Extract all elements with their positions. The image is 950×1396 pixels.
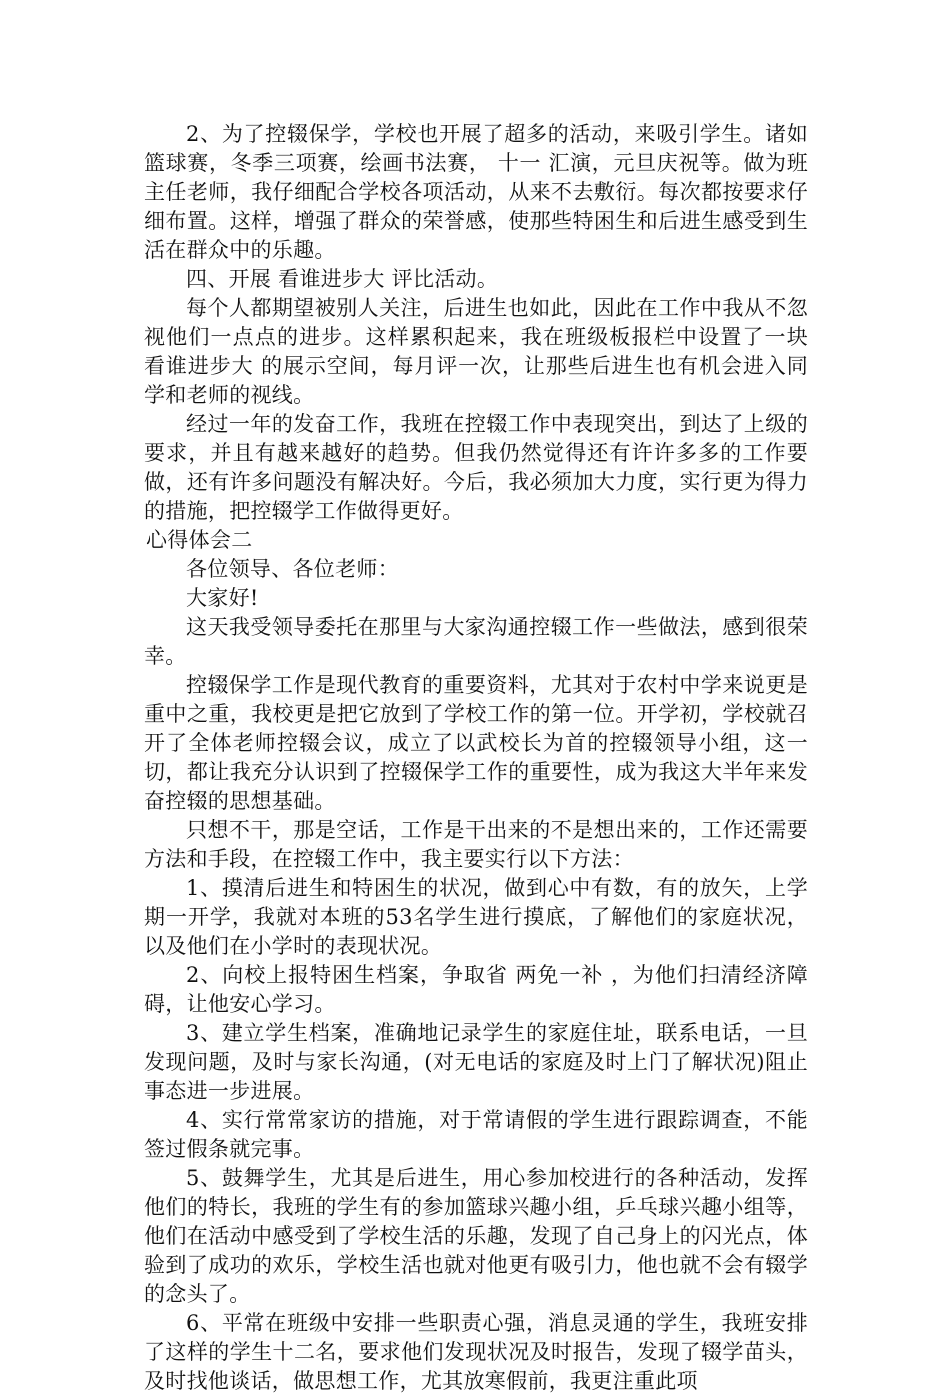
section-title-experience-two: 心得体会二 [146, 528, 253, 552]
paragraph-activities: 2、为了控辍保学，学校也开展了超多的活动，来吸引学生。诸如篮球赛，冬季三项赛，绘画书法赛， 十一 汇演，元旦庆祝等。做为班主任老师，我仔细配合学校各项活动，从来不去敷衍。每次都按要求仔细布置。这样，增强了群众的荣誉感，使那些特困生和后进生感受到生活在群众中的乐趣。 [144, 122, 808, 262]
paragraph-summary: 经过一年的发奋工作，我班在控辍工作中表现突出，到达了上级的要求，并且有越来越好的趋势。但我仍然觉得还有许许多多的工作要做，还有许多问题没有解决好。今后，我必须加大力度，实行更为得力的措施，把控辍学工作做得更好。 [144, 412, 808, 523]
salutation: 各位领导、各位老师： [186, 557, 399, 581]
document-body [144, 120, 808, 1396]
list-item-method-5: 5、鼓舞学生，尤其是后进生，用心参加校进行的各种活动，发挥他们的特长，我班的学生有的参加篮球兴趣小组，乒乓球兴趣小组等，他们在活动中感受到了学校生活的乐趣，发现了自己身上的闪光点，体验到了成功的欢乐，学校生活也就对他更有吸引力，他也就不会有辍学的念头了。 [144, 1166, 808, 1306]
paragraph-attention: 每个人都期望被别人关注，后进生也如此，因此在工作中我从不忽视他们一点点的进步。这样累积起来，我在班级板报栏中设置了一块 看谁进步大 的展示空间，每月评一次，让那些后进生也有机会进入同学和老师的视线。 [144, 296, 808, 407]
list-item-method-2: 2、向校上报特困生档案，争取省 两免一补 ，为他们扫清经济障碍，让他安心学习。 [144, 963, 808, 1016]
list-item-method-1: 1、摸清后进生和特困生的状况，做到心中有数，有的放矢，上学期一开学，我就对本班的53名学生进行摸底，了解他们的家庭状况，以及他们在小学时的表现状况。 [144, 876, 808, 958]
list-item-method-6: 6、平常在班级中安排一些职责心强，消息灵通的学生，我班安排了这样的学生十二名，要求他们发现状况及时报告，发现了辍学苗头，及时找他谈话，做思想工作，尤其放寒假前，我更注重此项 [144, 1311, 808, 1393]
paragraph-intro: 这天我受领导委托在那里与大家沟通控辍工作一些做法，感到很荣幸。 [144, 615, 808, 668]
paragraph-importance: 控辍保学工作是现代教育的重要资料，尤其对于农村中学来说更是重中之重，我校更是把它放到了学校工作的第一位。开学初，学校就召开了全体老师控辍会议，成立了以武校长为首的控辍领导小组，这一切，都让我充分认识到了控辍保学工作的重要性，成为我这大半年来发奋控辍的思想基础。 [144, 673, 808, 813]
paragraph-methods-intro: 只想不干，那是空话，工作是干出来的不是想出来的，工作还需要方法和手段，在控辍工作中，我主要实行以下方法： [144, 818, 808, 871]
section-heading-progress-contest: 四、开展 看谁进步大 评比活动。 [186, 267, 499, 291]
list-item-method-4: 4、实行常常家访的措施，对于常请假的学生进行跟踪调查，不能签过假条就完事。 [144, 1108, 808, 1161]
greeting: 大家好! [186, 586, 259, 610]
list-item-method-3: 3、建立学生档案，准确地记录学生的家庭住址，联系电话，一旦发现问题，及时与家长沟通，(对无电话的家庭及时上门了解状况)阻止事态进一步进展。 [144, 1021, 808, 1103]
